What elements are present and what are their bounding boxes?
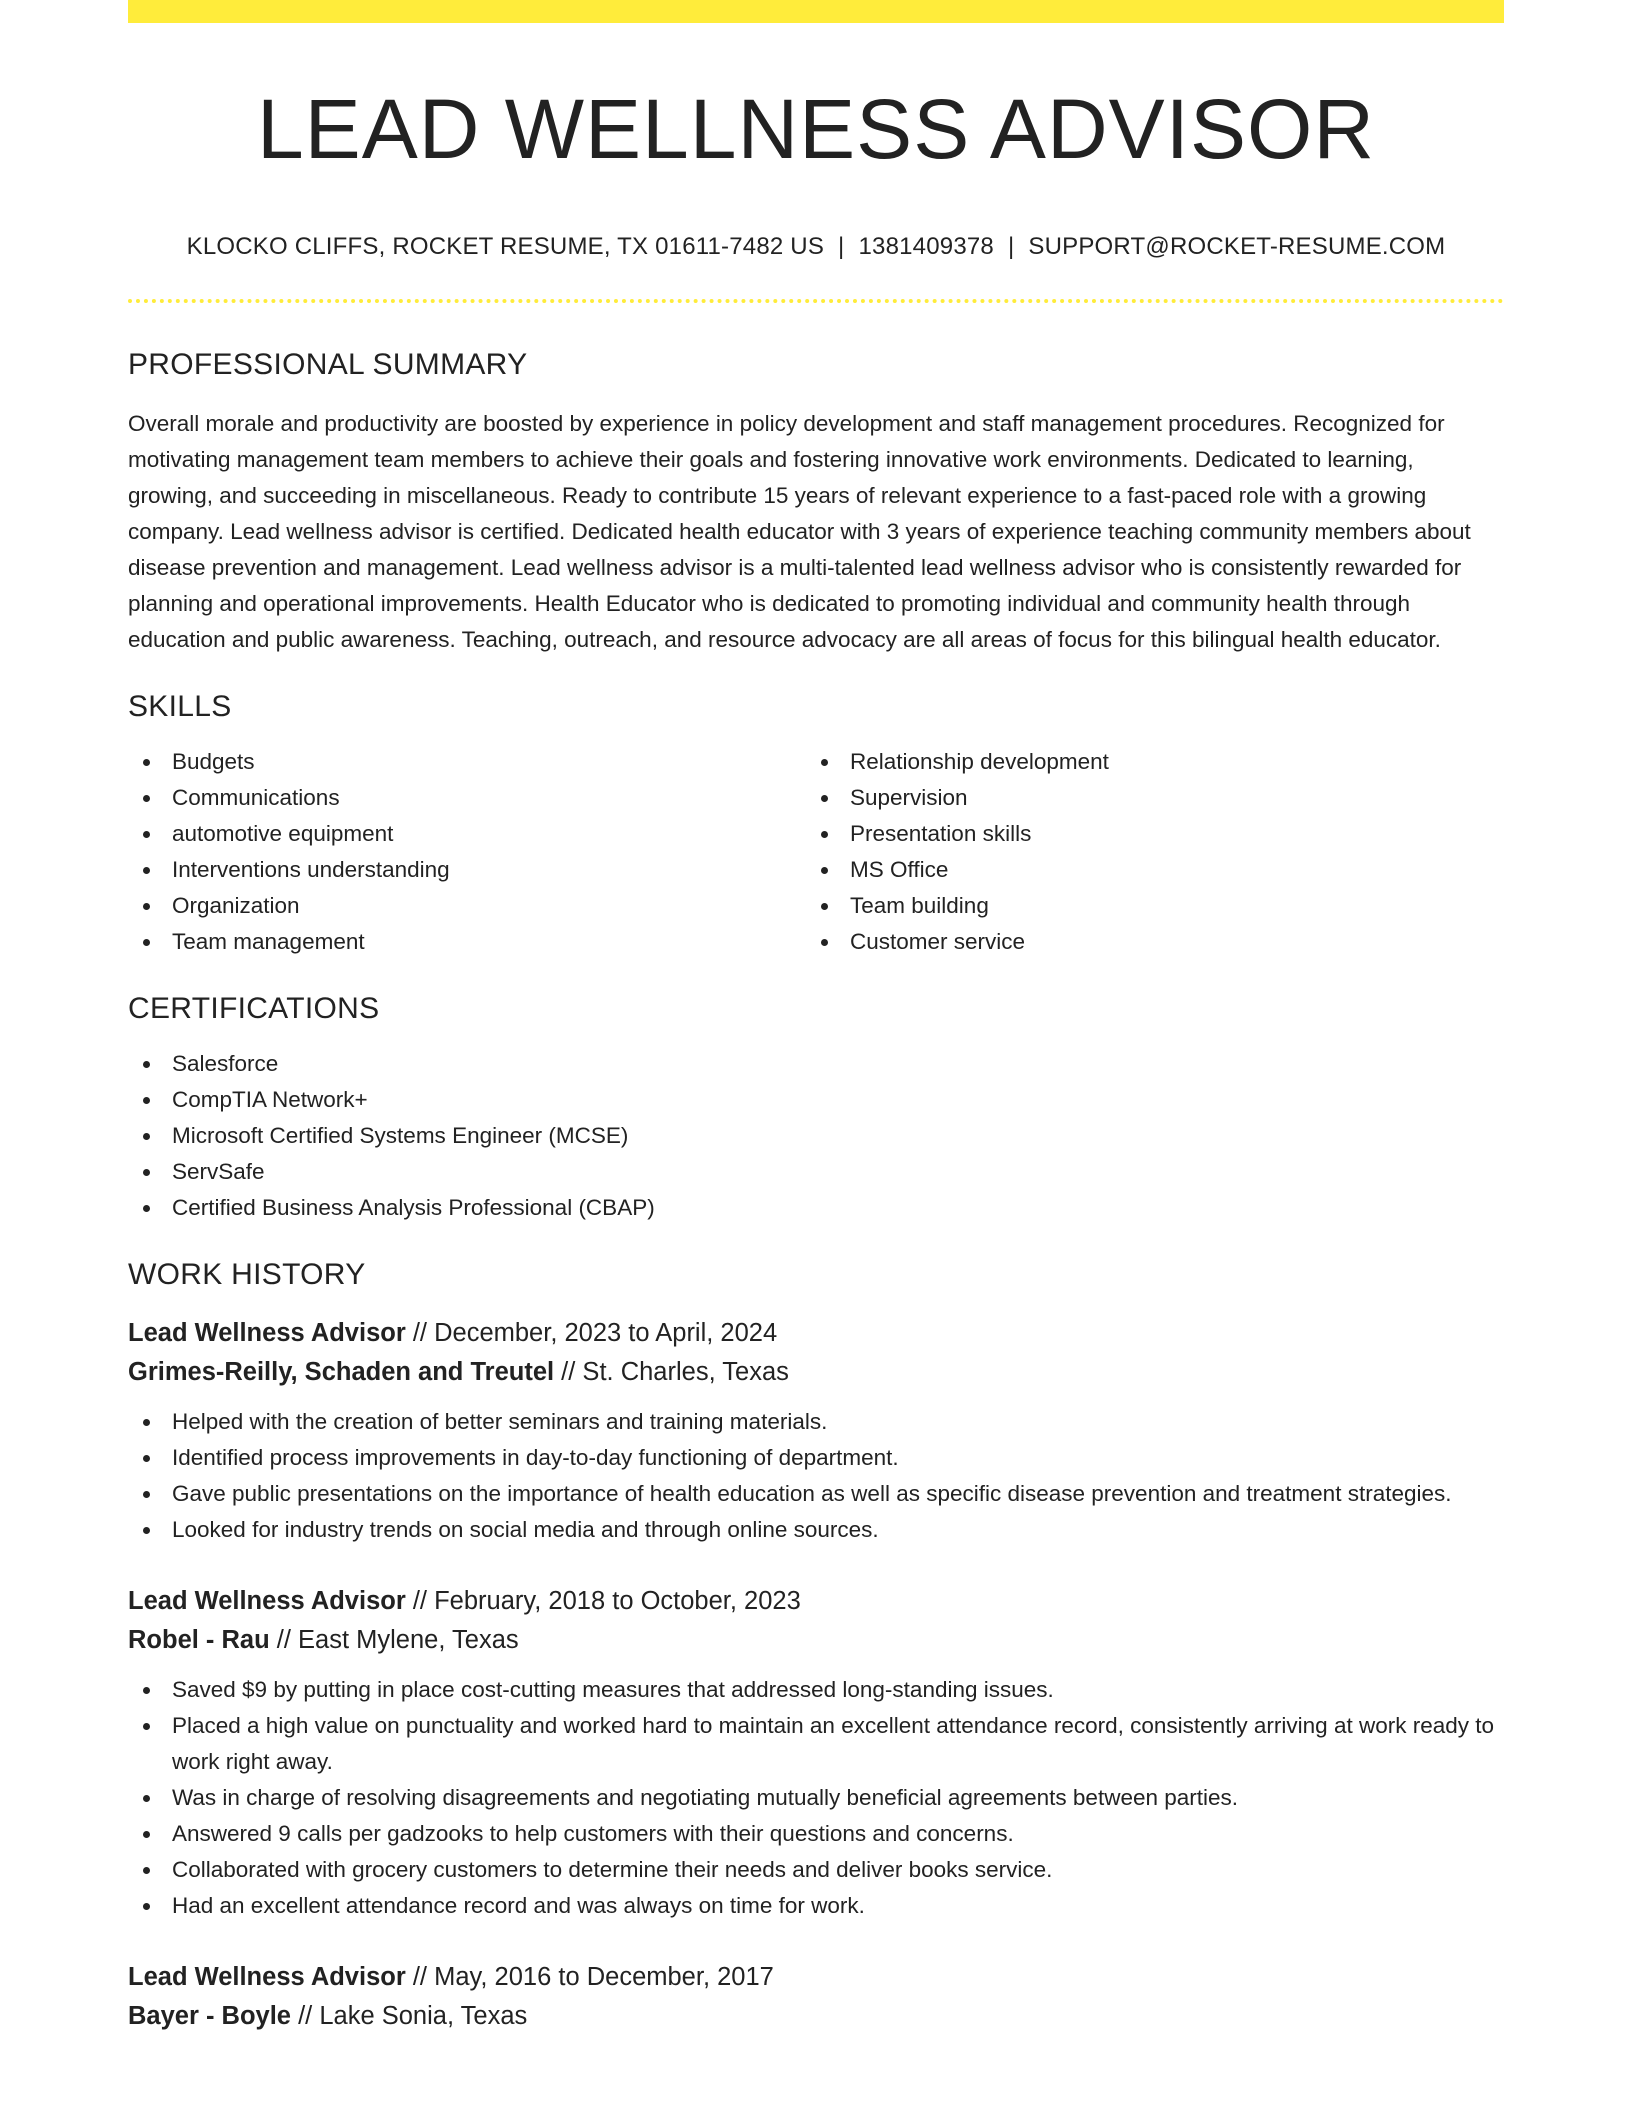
job-bullets [128, 1672, 1504, 1924]
skill-item: MS Office [806, 852, 1484, 888]
skill-item: Relationship development [806, 744, 1484, 780]
certification-item: Certified Business Analysis Professional (CBAP) [128, 1190, 1504, 1226]
job-company: Grimes-Reilly, Schaden and Treutel [128, 1358, 555, 1387]
job-bullet: Helped with the creation of better seminars and training materials. [128, 1404, 1504, 1440]
skill-item: Supervision [806, 780, 1484, 816]
job-company-line [128, 1353, 1504, 1392]
job-bullet: Collaborated with grocery customers to determine their needs and deliver books service. [128, 1852, 1504, 1888]
certifications-list [128, 1046, 1504, 1226]
skills-left-column [128, 744, 806, 960]
job-dates: // December, 2023 to April, 2024 [405, 1319, 778, 1348]
contact-address: KLOCKO CLIFFS, ROCKET RESUME, TX 01611-7482 US [186, 233, 825, 261]
contact-email: SUPPORT@ROCKET-RESUME.COM [1028, 233, 1446, 261]
skill-item: Organization [128, 888, 806, 924]
job-location: // East Mylene, Texas [269, 1626, 519, 1655]
skills-right-column [806, 744, 1484, 960]
job-role: Lead Wellness Advisor [128, 1963, 406, 1992]
job-company: Robel - Rau [128, 1626, 270, 1655]
resume-title: LEAD WELLNESS ADVISOR [256, 82, 1376, 176]
contact-phone: 1381409378 [858, 233, 994, 261]
job-role: Lead Wellness Advisor [128, 1319, 406, 1348]
job-bullet: Identified process improvements in day-to-day functioning of department. [128, 1440, 1504, 1476]
job-bullet: Looked for industry trends on social media and through online sources. [128, 1512, 1504, 1548]
job-bullet: Had an excellent attendance record and was always on time for work. [128, 1888, 1504, 1924]
certifications-section [128, 992, 1504, 1226]
resume-page [128, 0, 1504, 2036]
skills-grid [128, 744, 1504, 960]
job-entry [128, 1582, 1504, 1924]
job-role: Lead Wellness Advisor [128, 1587, 406, 1616]
job-company-line [128, 1621, 1504, 1660]
job-bullets [128, 1404, 1504, 1548]
skill-item: Team building [806, 888, 1484, 924]
certification-item: CompTIA Network+ [128, 1082, 1504, 1118]
job-dates: // February, 2018 to October, 2023 [405, 1587, 801, 1616]
contact-separator: | [1007, 233, 1015, 261]
top-accent-bar [128, 0, 1504, 23]
job-bullet: Answered 9 calls per gadzooks to help customers with their questions and concerns. [128, 1816, 1504, 1852]
job-company-line [128, 1997, 1504, 2036]
certification-item: Salesforce [128, 1046, 1504, 1082]
job-bullet: Gave public presentations on the importance of health education as well as specific disease prevention and treatment strategies. [128, 1476, 1504, 1512]
job-location: // Lake Sonia, Texas [291, 2002, 528, 2031]
job-role-line [128, 1582, 1504, 1621]
skill-item: Interventions understanding [128, 852, 806, 888]
contact-line [128, 233, 1504, 261]
job-entry [128, 1314, 1504, 1548]
skill-item: automotive equipment [128, 816, 806, 852]
job-bullet: Placed a high value on punctuality and worked hard to maintain an excellent attendance record, consistently arriving at work ready to work right away. [128, 1708, 1504, 1780]
summary-heading: PROFESSIONAL SUMMARY [128, 348, 528, 382]
certification-item: Microsoft Certified Systems Engineer (MCSE) [128, 1118, 1504, 1154]
skill-item: Customer service [806, 924, 1484, 960]
skill-item: Presentation skills [806, 816, 1484, 852]
work-history-heading: WORK HISTORY [128, 1258, 366, 1292]
summary-paragraph: Overall morale and productivity are boosted by experience in policy development and staff management procedures. Recognized for motivating management team members to achieve their goals and fostering innovative work environments. Dedicated to learning, growing, and succeeding in miscellaneous. Ready to contribute 15 years of relevant experience to a fast-paced role with a growing company. Lead wellness advisor is certified. Dedicated health educator with 3 years of experience teaching community members about disease prevention and management. Lead wellness advisor is a multi-talented lead wellness advisor who is consistently rewarded for planning and operational improvements. Health Educator who is dedicated to promoting individual and community health through education and public awareness. Teaching, outreach, and resource advocacy are all areas of focus for this bilingual health educator. [128, 411, 1471, 653]
job-role-line [128, 1314, 1504, 1353]
job-company: Bayer - Boyle [128, 2002, 291, 2031]
job-entry [128, 1958, 1504, 2036]
skill-item: Communications [128, 780, 806, 816]
job-location: // St. Charles, Texas [554, 1358, 789, 1387]
contact-separator: | [838, 233, 845, 261]
job-bullet: Saved $9 by putting in place cost-cutting measures that addressed long-standing issues. [128, 1672, 1504, 1708]
work-history-section [128, 1258, 1504, 2036]
skill-item: Team management [128, 924, 806, 960]
certifications-heading: CERTIFICATIONS [128, 992, 380, 1026]
skills-heading: SKILLS [128, 690, 232, 724]
certification-item: ServSafe [128, 1154, 1504, 1190]
dotted-divider [128, 299, 1504, 303]
job-dates: // May, 2016 to December, 2017 [405, 1963, 774, 1992]
job-role-line [128, 1958, 1504, 1997]
job-bullet: Was in charge of resolving disagreements and negotiating mutually beneficial agreements between parties. [128, 1780, 1504, 1816]
skill-item: Budgets [128, 744, 806, 780]
skills-section [128, 690, 1504, 960]
